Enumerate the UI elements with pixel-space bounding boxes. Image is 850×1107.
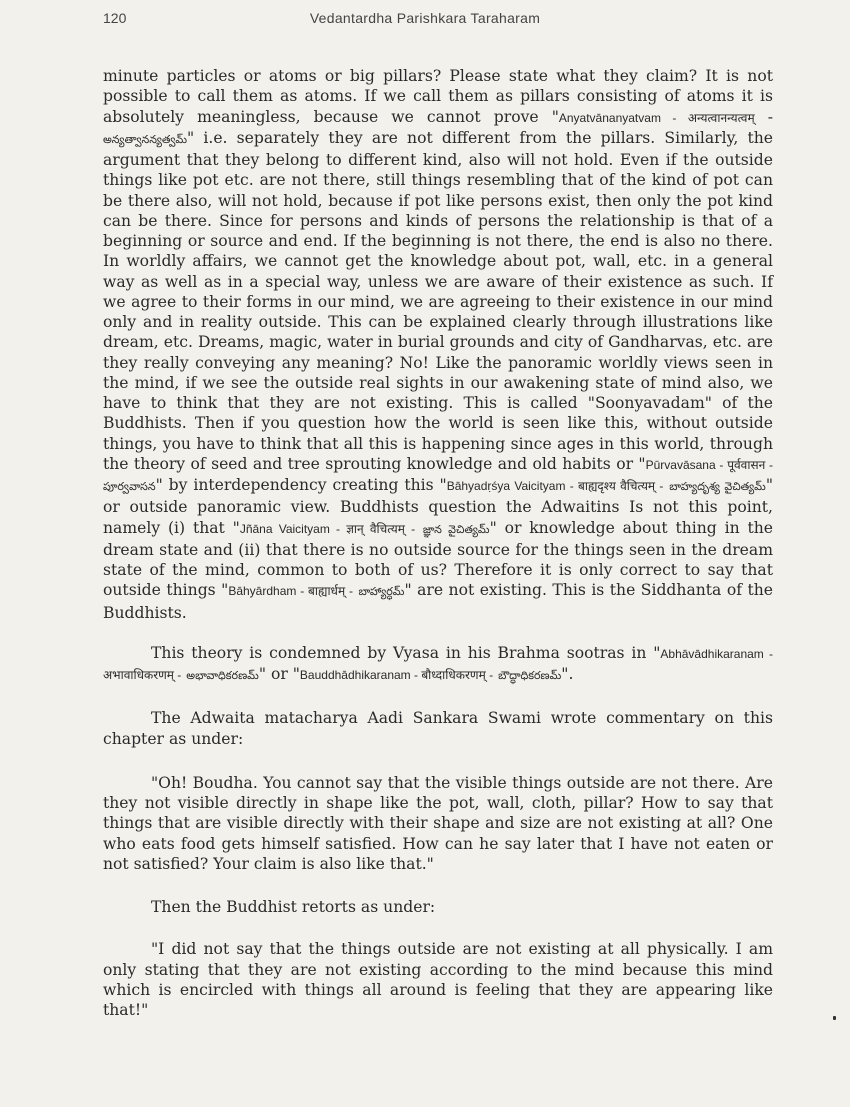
text-run: " or knowledge about thing in the dream state and (ii) that there is no outside source for the things seen in the dream state of the mind, common to both of us? Therefore it is only correct to say that outside things "	[103, 518, 773, 600]
text-run: minute particles or atoms or big pillars? Please state what they claim? It is not possible to call them as atoms. If we call them as pillars consisting of atoms it is absolutely meaningless, because we cannot prove "	[103, 67, 773, 126]
paragraph-4-quote: "Oh! Boudha. You cannot say that the visible things outside are not there. Are they not visible directly in shape like the pot, wall, cloth, pillar? How to say that things that are visible directly with their shape and size are not existing at all? One who eats food gets himself satisfied. How can he say later that I have not eaten or not satisfied? Your claim is also like that."	[103, 773, 773, 873]
transliteration: Jñāna Vaicityam - ज्ञान् वैचित्यम् -	[239, 521, 416, 536]
paragraph-5: Then the Buddhist retorts as under:	[151, 898, 436, 916]
text-run: " are not existing. This is the Siddhanta of the Buddhists.	[103, 581, 773, 622]
paragraph-1	[103, 66, 773, 623]
paragraph-2	[103, 643, 773, 687]
telugu-script: బాహ్యార్ధమ్	[358, 585, 405, 599]
transliteration: Anyatvānanyatvam - अन्यत्वानन्यत्वम्	[558, 110, 755, 125]
telugu-script: పూర్వవాసన	[103, 480, 156, 493]
text-run: " or "	[258, 665, 300, 683]
running-title: Vedantardha Parishkara Taraharam	[309, 10, 541, 26]
telugu-script: అన్యత్వానన్యత్వమ్	[103, 132, 188, 146]
telugu-script: బాహ్యదృశ్య వైచిత్యమ్	[669, 480, 766, 493]
text-run: ".	[561, 665, 574, 683]
telugu-script: బౌద్ధాధికరణమ్	[498, 669, 562, 682]
transliteration: Abhāvādhikaranam - अभावाधिकरणम् -	[103, 646, 773, 682]
page-number: 120	[103, 10, 127, 26]
paragraph-6-quote: "I did not say that the things outside are not existing at all physically. I am only stating that they are not existing according to the mind because this mind which is encircled with things all around is feeling that they are appearing like that!"	[103, 940, 773, 1019]
page-body	[103, 66, 773, 1020]
text-run: " by interdependency creating this "	[155, 476, 447, 494]
scan-speck	[833, 1016, 836, 1020]
text-run	[415, 519, 423, 537]
text-run: " i.e. separately they are not different from the pillars. Similarly, the argument that they belong to different kind, also will not hold. Even if the outside things like pot etc. are not there, still things resembling that of the kind of pot can be there also, will not hold, because if pot like persons exist, then only the pot kind can be there. Since for persons and kinds of persons the relationship is that of a beginning or source and end. If the beginning is not there, the end is also no there. In worldly affairs, we cannot get the knowledge about pot, wall, etc. in a general way as well as in a special way, unless we are aware of their existence as such. If we agree to their forms in our mind, we are agreeing to their existence in our mind only and in reality outside. This can be explained clearly through illustrations like dream, etc. Dreams, magic, water in burial grounds and city of Gandharvas, etc. are they really conveying any meaning? No! Like the panoramic worldly views seen in the mind, if we see the outside real sights in our awakening state of mind also, we have to think that they are not existing. This is called "Soonyavadam" of the Buddhists. Then if you question how the world is seen like this, without outside things, you have to think that all this is happening since ages in this world, through the theory of seed and tree sprouting knowledge and old habits or "	[103, 128, 773, 473]
transliteration: Bāhyārdham - बाह्यार्धम् -	[228, 584, 353, 599]
transliteration: Pūrvavāsana - पूर्ववासन -	[645, 457, 773, 472]
telugu-script: అభావాధికరణమ్	[186, 669, 259, 682]
paragraph-3: The Adwaita matacharya Aadi Sankara Swami wrote commentary on this chapter as under:	[103, 709, 773, 748]
text-run: -	[754, 107, 773, 126]
transliteration: Bauddhādhikaranam - बौध्दाधिकरणम् -	[299, 668, 494, 682]
text-run: This theory is condemned by Vyasa in his Brahma sootras in "	[151, 643, 661, 662]
telugu-script: జ్ఞాన వైచిత్యమ్	[422, 522, 490, 536]
text-run: " or outside panoramic view. Buddhists question the Adwaitins Is not this point, namely (i) that "	[103, 476, 773, 537]
transliteration: Bāhyadṛśya Vaicityam - बाह्यदृश्य वैचित्यम् -	[446, 479, 664, 493]
